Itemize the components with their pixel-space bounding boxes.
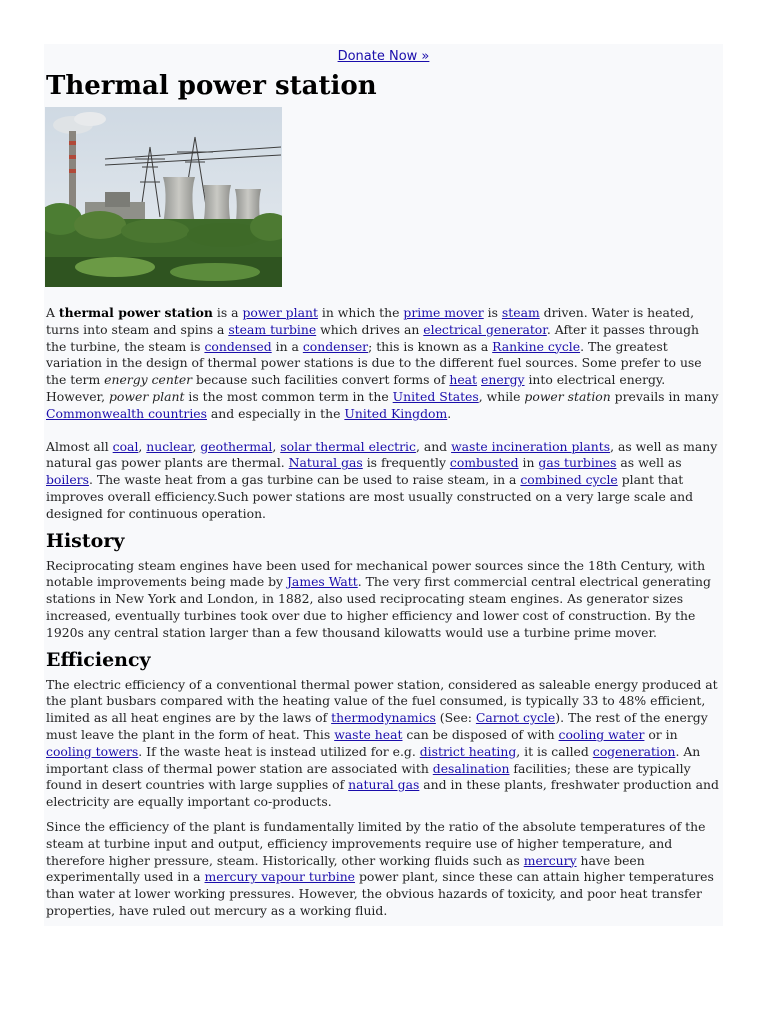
wiki-link[interactable]: prime mover	[403, 305, 484, 320]
wiki-link[interactable]: Carnot cycle	[475, 710, 556, 726]
wiki-link[interactable]: condenser	[302, 338, 369, 354]
wiki-link[interactable]: geothermal	[200, 438, 273, 454]
wiki-link[interactable]: power plant	[242, 305, 318, 320]
wiki-link[interactable]: desalination	[432, 760, 510, 776]
history-paragraph: Reciprocating steam engines have been used for mechanical power sources since the 18th Century, with notable improvements being made by James Watt. The very first commercial central electrical generating stations in New York and London, in 1882, also used reciprocating steam engines. As generator sizes increased, eventually turbines took over due to higher efficiency and lower cost of construction. By the 1920s any central station larger than a few thousand kilowatts would use a turbine prime mover.	[46, 557, 711, 640]
efficiency-paragraph-2: Since the efficiency of the plant is fundamentally limited by the ratio of the absolute temperatures of the steam at turbine input and output, efficiency improvements require use of higher temperature, and therefore higher pressure, steam. Historically, other working fluids such as mercury have been experimentally used in a mercury vapour turbine power plant, since these can attain higher temperatures than water at lower working pressures. However, the obvious hazards of toxicity, and poor heat transfer properties, have ruled out mercury as a working fluid.	[46, 818, 714, 918]
wiki-link[interactable]: district heating	[419, 743, 517, 759]
lead-image	[45, 107, 282, 287]
wiki-link[interactable]: mercury vapour turbine	[204, 869, 356, 885]
wiki-link[interactable]: cooling water	[558, 726, 645, 742]
italic-term: energy center	[104, 372, 193, 388]
article-container	[44, 44, 723, 926]
wiki-link[interactable]: solar thermal electric	[280, 438, 416, 454]
donate-link[interactable]: Donate Now »	[337, 49, 430, 64]
wiki-link[interactable]: waste heat	[334, 726, 403, 742]
intro-paragraph: A thermal power station is a power plant in which the prime mover is steam driven. Water is heated, turns into steam and spins a steam turbine which drives an electrical generator. After it passes through the turbine, the steam is condensed in a condenser; this is known as a Rankine cycle. The greatest variation in the design of thermal power stations is due to the different fuel sources. Some prefer to use the term energy center because such facilities convert forms of heat energy into electrical energy. However, power plant is the most common term in the United States, while power station prevails in many Commonwealth countries and especially in the United Kingdom.	[46, 305, 719, 421]
italic-term: power station	[524, 388, 611, 404]
wiki-link[interactable]: Natural gas	[288, 455, 363, 471]
wiki-link[interactable]: gas turbines	[538, 455, 617, 471]
wiki-link[interactable]: combined cycle	[520, 472, 618, 488]
wiki-link[interactable]: steam turbine	[228, 321, 317, 337]
wiki-link[interactable]: cogeneration	[592, 743, 676, 759]
wiki-link[interactable]: cooling towers	[46, 743, 139, 759]
wiki-link[interactable]: United States	[392, 388, 479, 404]
wiki-link[interactable]: heat	[449, 372, 478, 388]
wiki-link[interactable]: combusted	[449, 455, 519, 471]
wiki-link[interactable]: boilers	[46, 472, 89, 488]
wiki-link[interactable]: thermodynamics	[331, 710, 436, 726]
bold-term: thermal power station	[58, 305, 213, 320]
wiki-link[interactable]: Commonwealth countries	[46, 405, 207, 421]
efficiency-paragraph-1: The electric efficiency of a conventional thermal power station, considered as saleable energy produced at the plant busbars compared with the heating value of the fuel consumed, is typically 33 to 48% efficient, limited as all heat engines are by the laws of thermodynamics (See: Carnot cycle). The rest of the energy must leave the plant in the form of heat. This waste heat can be disposed of with cooling water or in cooling towers. If the waste heat is instead utilized for e.g. district heating, it is called cogeneration. An important class of thermal power station are associated with desalination facilities; these are typically found in desert countries with large supplies of natural gas and in these plants, freshwater production and electricity are equally important co-products.	[46, 676, 719, 810]
donate-bar	[44, 44, 723, 65]
wiki-link[interactable]: United Kingdom	[344, 405, 448, 421]
wiki-link[interactable]: coal	[112, 438, 139, 454]
wiki-link[interactable]: condensed	[204, 338, 272, 354]
efficiency-heading: Efficiency	[46, 648, 151, 671]
wiki-link[interactable]: waste incineration plants	[451, 438, 611, 454]
wiki-link[interactable]: James Watt	[286, 574, 358, 590]
italic-term: power plant	[108, 388, 185, 404]
wiki-link[interactable]: mercury	[523, 852, 577, 868]
wiki-link[interactable]: natural gas	[348, 777, 420, 793]
page-title: Thermal power station	[46, 71, 377, 101]
wiki-link[interactable]: electrical generator	[423, 321, 547, 337]
fuels-paragraph: Almost all coal, nuclear, geothermal, solar thermal electric, and waste incineration plants, as well as many natural gas power plants are thermal. Natural gas is frequently combusted in gas turbines as well as boilers. The waste heat from a gas turbine can be used to raise steam, in a combined cycle plant that improves overall efficiency.Such power stations are most usually constructed on a very large scale and designed for continuous operation.	[46, 438, 718, 521]
wiki-link[interactable]: energy	[481, 372, 525, 388]
wiki-link[interactable]: steam	[501, 305, 540, 320]
history-heading: History	[46, 529, 125, 552]
wiki-link[interactable]: nuclear	[146, 438, 193, 454]
wiki-link[interactable]: Rankine cycle	[492, 338, 581, 354]
